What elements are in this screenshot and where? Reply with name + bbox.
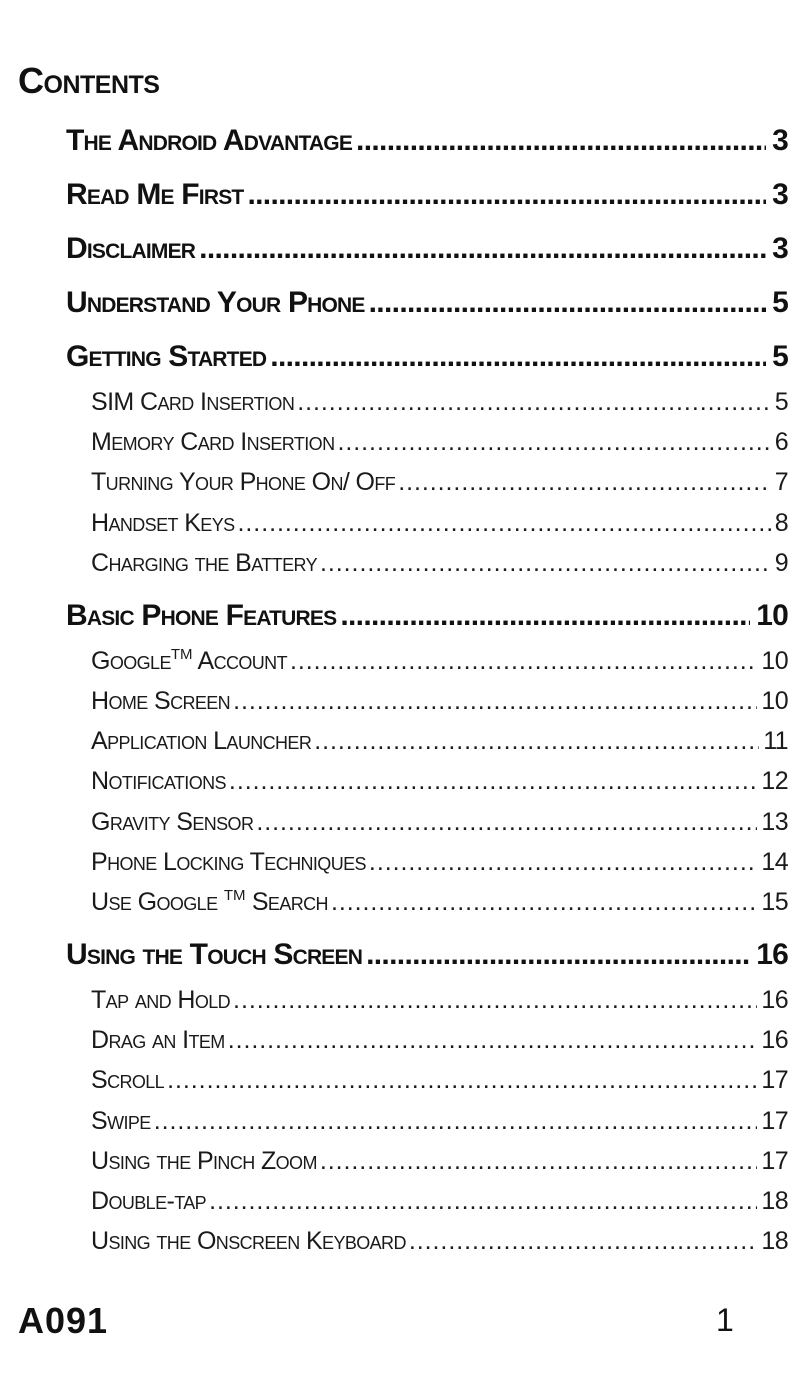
toc-section-entry[interactable]: [91, 727, 788, 756]
toc-entry-page-number: 8: [774, 508, 788, 537]
toc-entry-title: Basic Phone Features: [66, 598, 337, 632]
toc-entry-label: [91, 1107, 154, 1136]
toc-entry-label: [91, 986, 233, 1015]
toc-section-entry[interactable]: [91, 888, 788, 917]
toc-section-entry[interactable]: [91, 388, 788, 417]
toc-entry-label: [91, 388, 297, 417]
toc-entry-title: Memory Card Insertion: [91, 428, 335, 457]
toc-dot-leader: [209, 1187, 757, 1216]
toc-entry-label: [91, 1227, 409, 1256]
toc-entry-label: [91, 1147, 320, 1176]
toc-dot-leader: [369, 286, 766, 320]
toc-entry-page-number: 3: [772, 124, 788, 157]
toc-dot-leader: [247, 178, 766, 212]
toc-chapter-entry[interactable]: [66, 232, 788, 266]
toc-entry-page-number: 10: [756, 598, 788, 632]
toc-entry-page-number: 10: [761, 687, 788, 715]
toc-entry-page-number: 6: [774, 428, 788, 457]
toc-entry-title: Getting Started: [66, 340, 267, 373]
toc-entry-title: SIM Card Insertion: [91, 388, 295, 416]
toc-dot-leader: [154, 1107, 758, 1136]
toc-entry-title: Charging the Battery: [91, 548, 317, 577]
toc-dot-leader: [409, 1227, 758, 1256]
toc-section-entry[interactable]: [91, 549, 788, 578]
toc-entry-page-number: 12: [761, 767, 788, 796]
footer-page-number: 1: [716, 1302, 734, 1338]
toc-section-entry[interactable]: [91, 1227, 788, 1256]
toc-entry-page-number: 13: [761, 807, 788, 836]
toc-entry-page-number: 17: [761, 1106, 788, 1135]
toc-entry-page-number: 7: [774, 468, 788, 497]
toc-entry-page-number: 17: [761, 1146, 788, 1175]
toc-entry-title: Use Google: [91, 888, 224, 916]
toc-dot-leader: [356, 124, 766, 158]
toc-section-entry[interactable]: [91, 1107, 788, 1136]
toc-entry-title: Application Launcher: [91, 727, 312, 756]
toc-entry-title: Google: [91, 646, 171, 675]
page-title: Contents: [18, 60, 160, 101]
toc-section-entry[interactable]: [91, 509, 788, 538]
toc-entry-title: Disclaimer: [66, 232, 196, 265]
toc-entry-title: Drag an Item: [91, 1026, 225, 1055]
toc-dot-leader: [369, 848, 757, 877]
toc-entry-title: Home Screen: [91, 687, 231, 715]
toc-chapter-entry[interactable]: [66, 599, 788, 633]
toc-entry-title: Double-tap: [91, 1187, 207, 1215]
toc-chapter-entry[interactable]: [66, 124, 788, 158]
toc-dot-leader: [290, 647, 757, 676]
toc-entry-title-suffix: Account: [192, 646, 287, 675]
toc-entry-page-number: 3: [772, 232, 788, 265]
toc-dot-leader: [256, 808, 757, 837]
toc-entry-label: [91, 1066, 167, 1095]
toc-dot-leader: [366, 938, 750, 972]
toc-entry-label: [91, 428, 337, 457]
toc-section-entry[interactable]: [91, 767, 788, 796]
toc-dot-leader: [199, 232, 766, 266]
toc-section-entry[interactable]: [91, 687, 788, 716]
toc-dot-leader: [167, 1066, 757, 1095]
toc-dot-leader: [398, 468, 771, 497]
toc-entry-title: Turning Your Phone On/ Off: [91, 468, 396, 497]
toc-dot-leader: [320, 1147, 758, 1176]
toc-dot-leader: [233, 986, 757, 1015]
toc-entry-label: [66, 232, 199, 266]
toc-entry-label: [66, 340, 270, 374]
toc-entry-title: Notifications: [91, 767, 226, 796]
toc-entry-title: Swipe: [91, 1106, 151, 1135]
toc-entry-title: The Android Advantage: [66, 124, 353, 157]
toc-section-entry[interactable]: [91, 808, 788, 837]
toc-entry-label: [91, 888, 331, 917]
toc-section-entry[interactable]: [91, 1026, 788, 1055]
toc-section-entry[interactable]: [91, 1147, 788, 1176]
toc-entry-page-number: 9: [774, 548, 788, 577]
toc-dot-leader: [331, 888, 757, 917]
toc-chapter-entry[interactable]: [66, 938, 788, 972]
toc-entry-label: [91, 509, 238, 538]
toc-entry-page-number: 17: [761, 1066, 788, 1095]
toc-dot-leader: [228, 1026, 758, 1055]
toc-section-entry[interactable]: [91, 1187, 788, 1216]
toc-entry-title-suffix: Search: [245, 888, 328, 916]
toc-dot-leader: [238, 509, 771, 538]
toc-entry-title: Gravity Sensor: [91, 807, 254, 836]
toc-entry-label: [91, 1187, 209, 1216]
toc-section-entry[interactable]: [91, 848, 788, 877]
toc-entry-title: Understand Your Phone: [66, 286, 365, 319]
toc-entry-page-number: 3: [772, 178, 788, 211]
toc-entry-title: Tap and Hold: [91, 986, 231, 1014]
toc-entry-label: [91, 1026, 228, 1055]
toc-entry-label: [66, 286, 369, 320]
toc-chapter-entry[interactable]: [66, 286, 788, 320]
toc-entry-label: [91, 687, 233, 716]
toc-entry-label: [91, 647, 290, 676]
toc-entry-title: Using the Pinch Zoom: [91, 1146, 317, 1175]
toc-entry-page-number: 15: [761, 888, 788, 916]
toc-entry-title: Phone Locking Techniques: [91, 847, 366, 876]
toc-dot-leader: [337, 428, 770, 457]
toc-section-entry[interactable]: [91, 647, 788, 676]
toc-dot-leader: [314, 727, 759, 756]
toc-entry-title: Scroll: [91, 1066, 165, 1095]
toc-chapter-entry[interactable]: [66, 340, 788, 374]
toc-entry-label: [91, 767, 229, 796]
toc-dot-leader: [297, 388, 770, 417]
toc-section-entry[interactable]: [91, 428, 788, 457]
toc-entry-page-number: 16: [756, 938, 788, 971]
toc-entry-page-number: 10: [761, 646, 788, 675]
trademark-symbol: TM: [170, 645, 193, 663]
toc-chapter-entry[interactable]: [66, 178, 788, 212]
toc-entry-label: [91, 808, 256, 837]
toc-entry-label: [66, 124, 356, 158]
toc-entry-page-number: 5: [772, 286, 788, 319]
toc-dot-leader: [320, 549, 771, 578]
toc-entry-page-number: 18: [761, 1227, 788, 1256]
toc-entry-title: Using the Touch Screen: [66, 938, 363, 971]
toc-dot-leader: [340, 599, 750, 633]
toc-entry-label: [66, 599, 340, 633]
toc-entry-page-number: 14: [761, 847, 788, 876]
toc-entry-page-number: 16: [761, 1026, 788, 1055]
toc-entry-title: Read Me First: [66, 178, 244, 211]
toc-section-entry[interactable]: [91, 986, 788, 1015]
toc-section-entry[interactable]: [91, 1066, 788, 1095]
toc-entry-page-number: 5: [774, 388, 788, 416]
toc-dot-leader: [229, 767, 757, 796]
toc-entry-title: Using the Onscreen Keyboard: [91, 1227, 406, 1256]
toc-dot-leader: [270, 340, 766, 374]
toc-dot-leader: [233, 687, 757, 716]
toc-entry-label: [91, 848, 369, 877]
toc-entry-title: Handset Keys: [91, 508, 235, 537]
toc-section-entry[interactable]: [91, 468, 788, 497]
footer-model: A091: [18, 1300, 109, 1341]
toc-entry-label: [91, 549, 320, 578]
toc-entry-page-number: 16: [761, 986, 788, 1014]
toc-entry-label: [91, 468, 398, 497]
trademark-symbol: TM: [223, 887, 246, 904]
toc-entry-page-number: 5: [772, 340, 788, 373]
toc-entry-page-number: 11: [763, 727, 788, 756]
toc-entry-page-number: 18: [761, 1187, 788, 1215]
toc-entry-label: [91, 727, 314, 756]
toc-entry-label: [66, 178, 247, 212]
toc-entry-label: [66, 938, 366, 972]
